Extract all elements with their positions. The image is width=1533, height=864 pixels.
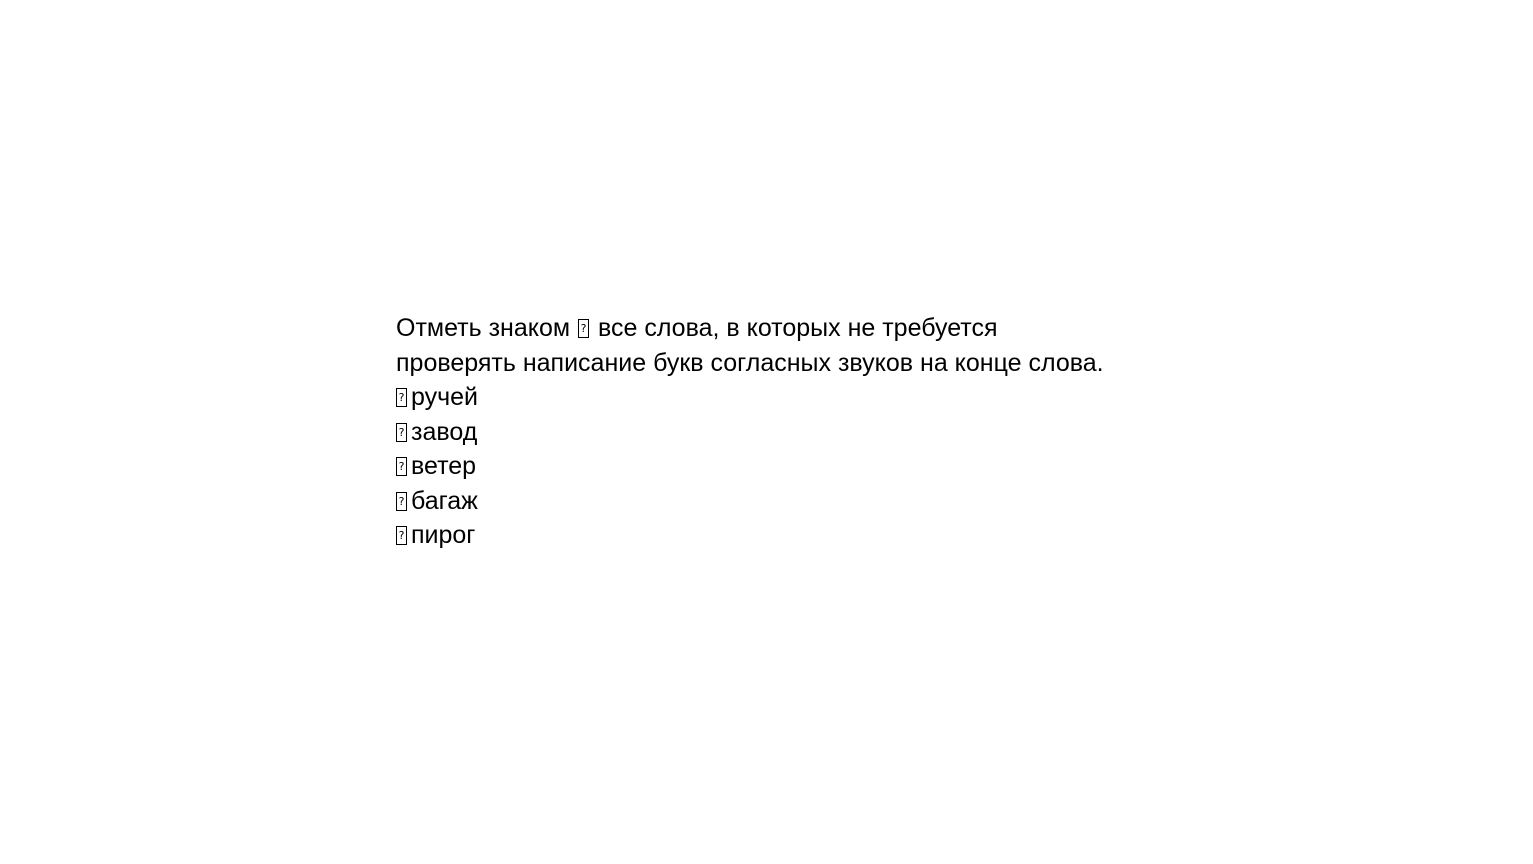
option-item[interactable]: [396, 415, 1396, 450]
missing-glyph-box-icon: [578, 319, 589, 338]
missing-glyph-box-icon[interactable]: [396, 526, 407, 545]
option-item[interactable]: [396, 484, 1396, 519]
option-item[interactable]: [396, 449, 1396, 484]
option-item[interactable]: [396, 380, 1396, 415]
option-word: завод: [411, 417, 478, 446]
missing-glyph-box-icon[interactable]: [396, 457, 407, 476]
missing-glyph-box-icon[interactable]: [396, 423, 407, 442]
option-word: ручей: [411, 383, 479, 411]
instruction-text-start: Отметь знаком: [396, 314, 571, 342]
missing-glyph-box-icon[interactable]: [396, 388, 407, 407]
missing-glyph-box-icon[interactable]: [396, 492, 407, 511]
task-text-block: [396, 311, 1396, 553]
option-word: ветер: [411, 452, 477, 480]
option-word: багаж: [411, 486, 478, 515]
option-word: пирог: [411, 521, 476, 549]
instruction-line-1: [396, 311, 1396, 346]
instruction-line-2: проверять написание букв согласных звуков на конце слова.: [396, 348, 1104, 377]
option-item[interactable]: [396, 518, 1396, 553]
instruction-text-end: все слова, в которых не требуется: [597, 314, 998, 342]
